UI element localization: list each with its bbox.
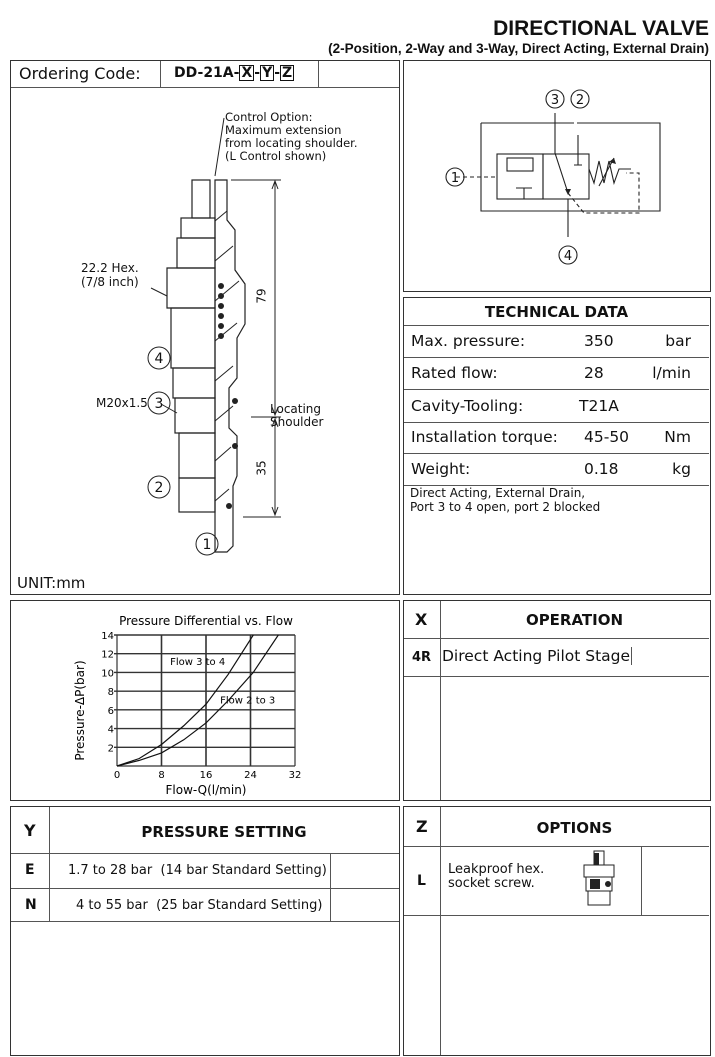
tech-label: Rated flow: bbox=[411, 364, 498, 382]
technical-data-title: TECHNICAL DATA bbox=[484, 303, 629, 321]
x-tick-label: 24 bbox=[244, 770, 257, 781]
tech-row bbox=[404, 326, 709, 358]
tech-label: Weight: bbox=[411, 460, 471, 478]
schematic-port-1: 1 bbox=[450, 171, 460, 186]
series-label: Flow 2 to 3 bbox=[220, 695, 276, 707]
tech-value: 45-50 bbox=[584, 428, 630, 446]
y-tick-label: 6 bbox=[107, 705, 114, 717]
y-tick-label: 12 bbox=[101, 649, 114, 661]
chart-title: Pressure Differential vs. Flow bbox=[119, 614, 293, 628]
page-title: DIRECTIONAL VALVE bbox=[493, 17, 709, 40]
port-4-label: 4 bbox=[154, 351, 164, 367]
schematic-port-3: 3 bbox=[550, 93, 560, 108]
tech-value: T21A bbox=[579, 397, 619, 415]
options-desc-l[interactable]: Leakproof hex. socket screw. bbox=[448, 862, 545, 891]
schematic-port-4: 4 bbox=[563, 249, 573, 264]
cartridge-drawing bbox=[11, 61, 399, 594]
chart-panel bbox=[10, 600, 400, 801]
y-tick-label: 10 bbox=[101, 668, 114, 680]
drawing-panel bbox=[10, 60, 400, 595]
operation-desc[interactable]: Direct Acting Pilot Stage bbox=[442, 647, 631, 665]
schematic-port-2: 2 bbox=[575, 93, 585, 108]
series-label: Flow 3 to 4 bbox=[170, 656, 226, 668]
pressure-code-e: E bbox=[25, 862, 35, 878]
x-tick-label: 32 bbox=[288, 770, 302, 781]
tech-row bbox=[404, 454, 709, 486]
ordering-code-label: Ordering Code: bbox=[19, 64, 141, 83]
tech-row bbox=[404, 422, 709, 454]
tech-value: 0.18 bbox=[584, 460, 619, 478]
technical-data-panel bbox=[403, 297, 711, 595]
hydraulic-symbol bbox=[404, 61, 709, 290]
tech-unit: Nm bbox=[664, 428, 691, 446]
x-tick-label: 8 bbox=[158, 770, 165, 781]
port-2-label: 2 bbox=[154, 480, 164, 496]
tech-value: 28 bbox=[584, 364, 604, 382]
unit-label: UNIT:mm bbox=[17, 574, 86, 592]
y-tick-label: 14 bbox=[101, 631, 114, 642]
options-code-l: L bbox=[417, 873, 426, 889]
options-col-z: Z bbox=[416, 817, 428, 836]
y-axis-label: Pressure-ΔP(bar) bbox=[73, 660, 87, 761]
pressure-code-n: N bbox=[25, 897, 37, 913]
pressure-flow-chart bbox=[11, 601, 399, 799]
pressure-desc-e[interactable]: 1.7 to 28 bar (14 bar Standard Setting) bbox=[68, 863, 327, 878]
port-3-label: 3 bbox=[154, 396, 164, 412]
tech-unit: kg bbox=[672, 460, 691, 478]
schematic-panel bbox=[403, 60, 711, 292]
operation-col-x: X bbox=[415, 610, 428, 629]
port-1-label: 1 bbox=[202, 537, 212, 553]
tech-row bbox=[404, 391, 709, 423]
ordering-code: DD-21A- X - Y - Z bbox=[174, 65, 293, 81]
page-subtitle: (2-Position, 2-Way and 3-Way, Direct Acting, External Drain) bbox=[328, 41, 709, 56]
options-title: OPTIONS bbox=[536, 819, 613, 837]
x-tick-label: 0 bbox=[113, 770, 121, 781]
code-z: Z bbox=[282, 65, 293, 81]
dim-35: 35 bbox=[254, 460, 269, 476]
pressure-title: PRESSURE SETTING bbox=[141, 823, 307, 841]
code-x: X bbox=[241, 65, 253, 81]
dim-79: 79 bbox=[254, 288, 269, 304]
operation-code: 4R bbox=[412, 650, 432, 665]
x-tick-label: 16 bbox=[199, 770, 213, 781]
operation-panel bbox=[403, 600, 711, 801]
operation-title: OPERATION bbox=[525, 611, 624, 629]
tech-unit: l/min bbox=[652, 364, 691, 382]
ordering-prefix: DD-21A- bbox=[174, 65, 240, 81]
tech-value: 350 bbox=[584, 332, 614, 350]
tech-row bbox=[404, 358, 709, 390]
tech-label: Max. pressure: bbox=[411, 332, 526, 350]
pressure-desc-n[interactable]: 4 to 55 bar (25 bar Standard Setting) bbox=[76, 898, 323, 913]
technical-note: Direct Acting, External Drain, Port 3 to 4 open, port 2 blocked bbox=[410, 486, 601, 514]
pressure-col-y: Y bbox=[24, 821, 36, 840]
thread-note: M20x1.5 bbox=[96, 396, 148, 410]
hex-note: 22.2 Hex. (7/8 inch) bbox=[81, 261, 139, 289]
y-tick-label: 2 bbox=[107, 743, 114, 755]
x-axis-label: Flow-Q(l/min) bbox=[165, 783, 247, 797]
control-note: Control Option: Maximum extension from locating shoulder. (L Control shown) bbox=[225, 110, 358, 163]
options-panel bbox=[403, 806, 711, 1056]
tech-unit: bar bbox=[665, 332, 691, 350]
y-tick-label: 4 bbox=[107, 724, 114, 736]
tech-label: Installation torque: bbox=[411, 428, 558, 446]
code-y: Y bbox=[262, 65, 273, 81]
tech-label: Cavity-Tooling: bbox=[411, 397, 524, 415]
socket-screw-icon bbox=[580, 849, 620, 911]
pressure-setting-panel bbox=[10, 806, 400, 1056]
y-tick-label: 8 bbox=[107, 687, 114, 699]
shoulder-note: Locating Shoulder bbox=[270, 402, 324, 429]
